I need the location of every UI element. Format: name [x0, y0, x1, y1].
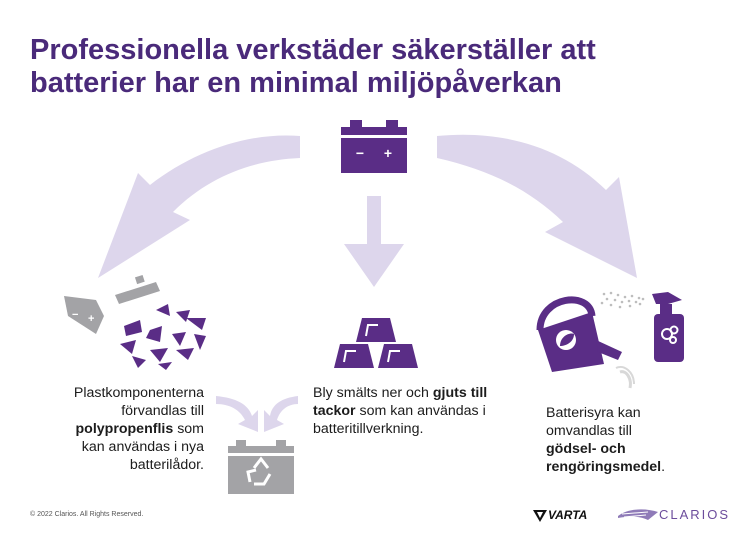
small-arrow-left — [216, 396, 258, 432]
caption-acid-line: omvandlas till — [546, 423, 632, 439]
caption-plastic-line: kan användas i nya — [81, 439, 204, 455]
caption-acid-line — [546, 440, 696, 458]
caption-plastic — [30, 384, 204, 474]
caption-acid-text: . — [661, 459, 666, 475]
caption-plastic-line — [30, 420, 204, 438]
caption-plastic-line: batterilådor. — [129, 457, 204, 473]
battery-icon — [341, 120, 407, 173]
caption-lead — [313, 384, 523, 438]
arrow-down — [344, 196, 404, 287]
caption-lead-text: som kan användas i — [355, 403, 486, 419]
caption-lead-bold: gjuts till — [432, 385, 488, 401]
caption-acid-bold: gödsel- och — [546, 441, 626, 457]
plastic-battery-fragments-icon — [64, 275, 206, 370]
caption-lead-text: Bly smälts ner och — [313, 385, 433, 401]
title-line-1: Professionella verkstäder säkerställer att — [30, 34, 596, 66]
varta-logo-icon — [533, 510, 547, 522]
caption-lead-bold: tackor — [313, 403, 356, 419]
caption-acid-line: Batterisyra kan — [546, 405, 641, 421]
arrow-left — [98, 135, 300, 278]
caption-acid-bold: rengöringsmedel — [546, 459, 662, 475]
arrow-right — [437, 135, 637, 278]
caption-acid — [546, 404, 696, 476]
watering-can-icon — [538, 300, 634, 388]
battery-minus-symbol: − — [355, 145, 365, 161]
caption-acid-line — [546, 458, 696, 476]
caption-plastic-text: som — [173, 421, 204, 437]
recycle-battery-icon — [228, 440, 294, 494]
clarios-logo-icon — [618, 506, 658, 522]
small-arrow-right — [264, 396, 298, 432]
caption-plastic-bold: polypropenflis — [75, 421, 174, 437]
caption-plastic-line: förvandlas till — [121, 403, 204, 419]
fragment-plus-symbol: + — [88, 313, 95, 325]
caption-lead-line — [313, 384, 523, 402]
varta-logo: VARTA — [548, 508, 588, 522]
title-line-2: batterier har en minimal miljöpåverkan — [30, 67, 562, 99]
fragment-minus-symbol: − — [72, 309, 79, 321]
caption-lead-line — [313, 402, 523, 420]
lead-ingot-icon — [334, 318, 418, 368]
clarios-logo: CLARIOS — [659, 507, 731, 522]
battery-plus-symbol: + — [383, 145, 393, 161]
copyright-notice: © 2022 Clarios. All Rights Reserved. — [30, 511, 144, 518]
caption-plastic-line: Plastkomponenterna — [73, 385, 204, 401]
caption-lead-line: batteritillverkning. — [313, 421, 424, 437]
